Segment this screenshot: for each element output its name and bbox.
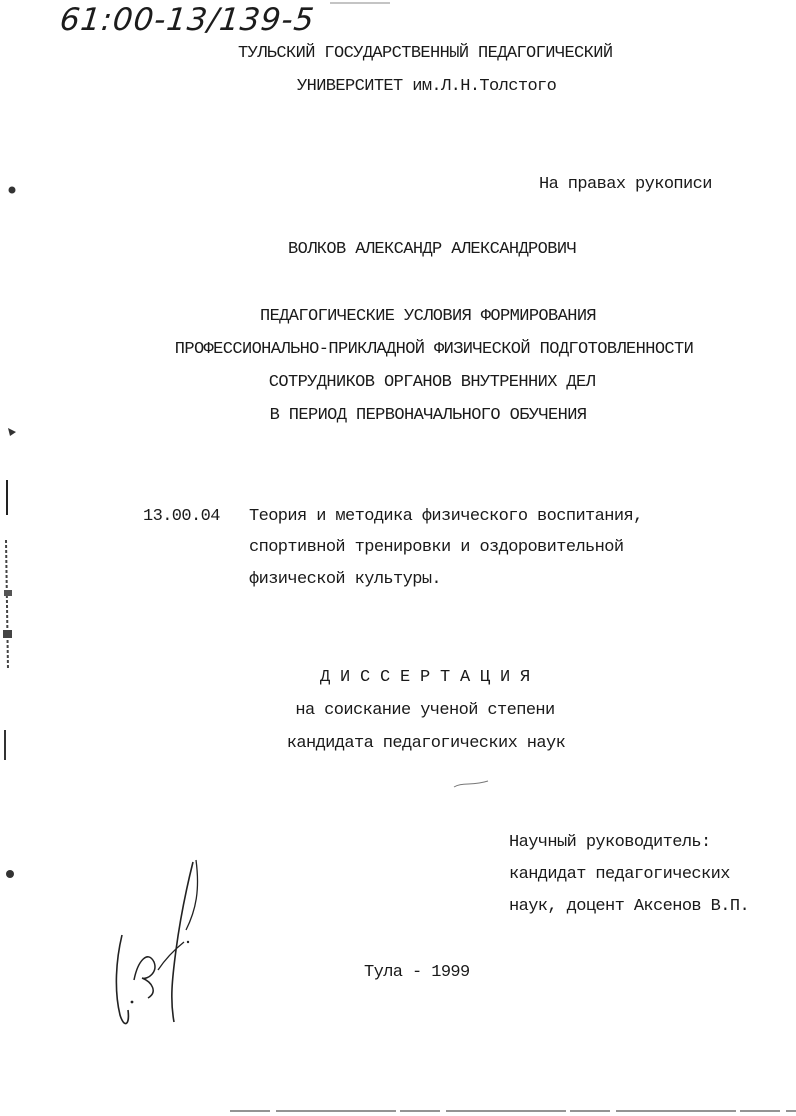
specialty-line-3: физической культуры. bbox=[249, 570, 442, 589]
scan-artifact-stray-mark bbox=[452, 778, 492, 790]
title-line-1: ПЕДАГОГИЧЕСКИЕ УСЛОВИЯ ФОРМИРОВАНИЯ bbox=[259, 307, 597, 326]
title-line-2: ПРОФЕССИОНАЛЬНО-ПРИКЛАДНОЙ ФИЗИЧЕСКОЙ ПОДГОТОВЛЕННОСТИ bbox=[174, 340, 694, 359]
title-line-4: В ПЕРИОД ПЕРВОНАЧАЛЬНОГО ОБУЧЕНИЯ bbox=[269, 406, 587, 425]
manuscript-note: На правах рукописи bbox=[539, 175, 712, 194]
university-line-1: ТУЛЬСКИЙ ГОСУДАРСТВЕННЫЙ ПЕДАГОГИЧЕСКИЙ bbox=[238, 44, 613, 63]
specialty-code: 13.00.04 bbox=[143, 507, 220, 526]
specialty-line-1: Теория и методика физического воспитания, bbox=[249, 507, 643, 526]
author-name: ВОЛКОВ АЛЕКСАНДР АЛЕКСАНДРОВИЧ bbox=[288, 240, 577, 259]
signature bbox=[100, 850, 210, 1030]
specialty-line-2: спортивной тренировки и оздоровительной bbox=[249, 538, 624, 557]
scan-artifact-left-bottom bbox=[0, 860, 20, 890]
title-line-3: СОТРУДНИКОВ ОРГАНОВ ВНУТРЕННИХ ДЕЛ bbox=[268, 373, 596, 392]
dissertation-label: Д И С С Е Р Т А Ц И Я bbox=[319, 668, 531, 687]
scan-artifact-top-line bbox=[330, 0, 390, 6]
scan-artifact-bottom-line bbox=[230, 1108, 796, 1114]
supervisor-line-2: кандидат педагогических bbox=[509, 865, 730, 884]
place-year: Тула - 1999 bbox=[364, 963, 470, 982]
dissertation-field-line: кандидата педагогических наук bbox=[286, 734, 566, 753]
dissertation-degree-line: на соискание ученой степени bbox=[295, 701, 555, 720]
university-line-2: УНИВЕРСИТЕТ им.Л.Н.Толстого bbox=[297, 77, 557, 96]
supervisor-line-3: наук, доцент Аксенов В.П. bbox=[509, 897, 750, 916]
scan-artifact-left-edge bbox=[0, 170, 30, 770]
archive-code: 61:00-13/139-5 bbox=[58, 2, 317, 38]
supervisor-line-1: Научный руководитель: bbox=[509, 833, 711, 852]
